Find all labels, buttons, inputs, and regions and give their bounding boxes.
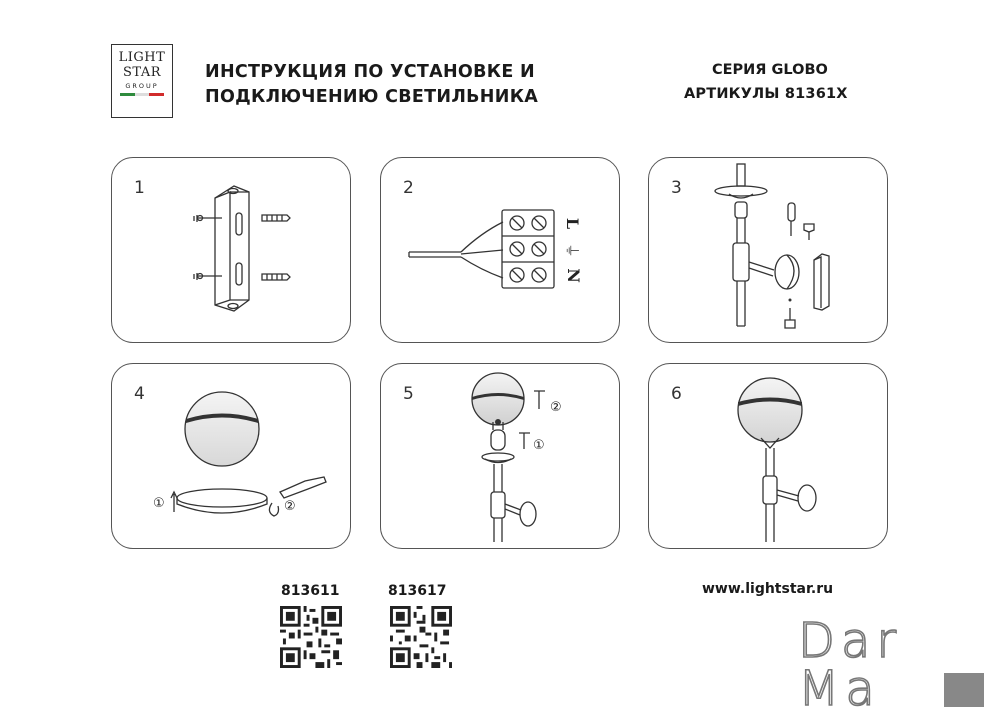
lightstar-logo bbox=[111, 44, 173, 118]
qr-code-813611[interactable] bbox=[280, 606, 342, 668]
article-code-1: 813611 bbox=[281, 583, 340, 599]
callout-2: ② bbox=[284, 499, 296, 514]
assembled-fixture-illustration bbox=[649, 364, 889, 550]
step-panel-3 bbox=[648, 157, 888, 343]
logo-line-3: GROUP bbox=[125, 82, 159, 90]
fixture-mounting-illustration bbox=[649, 158, 889, 344]
series-label: СЕРИЯ GLOBO bbox=[712, 62, 828, 78]
step-number: 3 bbox=[671, 178, 682, 198]
terminal-label-n: N bbox=[563, 268, 583, 283]
logo-line-2: STAR bbox=[122, 65, 162, 80]
step-number: 1 bbox=[134, 178, 145, 198]
step-number: 5 bbox=[403, 384, 414, 404]
darma-watermark bbox=[798, 615, 1000, 707]
callout-2: ② bbox=[550, 400, 562, 415]
step-panel-1 bbox=[111, 157, 351, 343]
bracket-mounting-illustration bbox=[112, 158, 352, 344]
terminal-wiring-illustration bbox=[381, 158, 621, 344]
step-panel-4 bbox=[111, 363, 351, 549]
title-line-2: ПОДКЛЮЧЕНИЮ СВЕТИЛЬНИКА bbox=[205, 87, 539, 107]
step-number: 2 bbox=[403, 178, 414, 198]
step-panel-6 bbox=[648, 363, 888, 549]
shade-attach-illustration bbox=[381, 364, 621, 550]
document-title bbox=[205, 60, 538, 110]
shade-ring-illustration bbox=[112, 364, 352, 550]
watermark-square bbox=[944, 673, 984, 707]
article-range-label: АРТИКУЛЫ 81361X bbox=[684, 86, 848, 102]
watermark-line-2: Ma bbox=[798, 661, 881, 707]
logo-flag bbox=[120, 93, 164, 96]
step-panel-2 bbox=[380, 157, 620, 343]
callout-1: ① bbox=[153, 496, 165, 511]
logo-line-1: LIGHT bbox=[118, 50, 166, 65]
watermark-line-1: Dar bbox=[798, 615, 903, 669]
title-line-1: ИНСТРУКЦИЯ ПО УСТАНОВКЕ И bbox=[205, 62, 535, 82]
article-code-2: 813617 bbox=[388, 583, 447, 599]
step-number: 6 bbox=[671, 384, 682, 404]
step-panel-5 bbox=[380, 363, 620, 549]
website-link[interactable]: www.lightstar.ru bbox=[702, 581, 834, 597]
qr-code-813617[interactable] bbox=[390, 606, 452, 668]
callout-1: ① bbox=[533, 438, 545, 453]
earth-symbol: ⏚ bbox=[563, 242, 582, 259]
terminal-label-l: L bbox=[563, 217, 583, 230]
step-number: 4 bbox=[134, 384, 145, 404]
